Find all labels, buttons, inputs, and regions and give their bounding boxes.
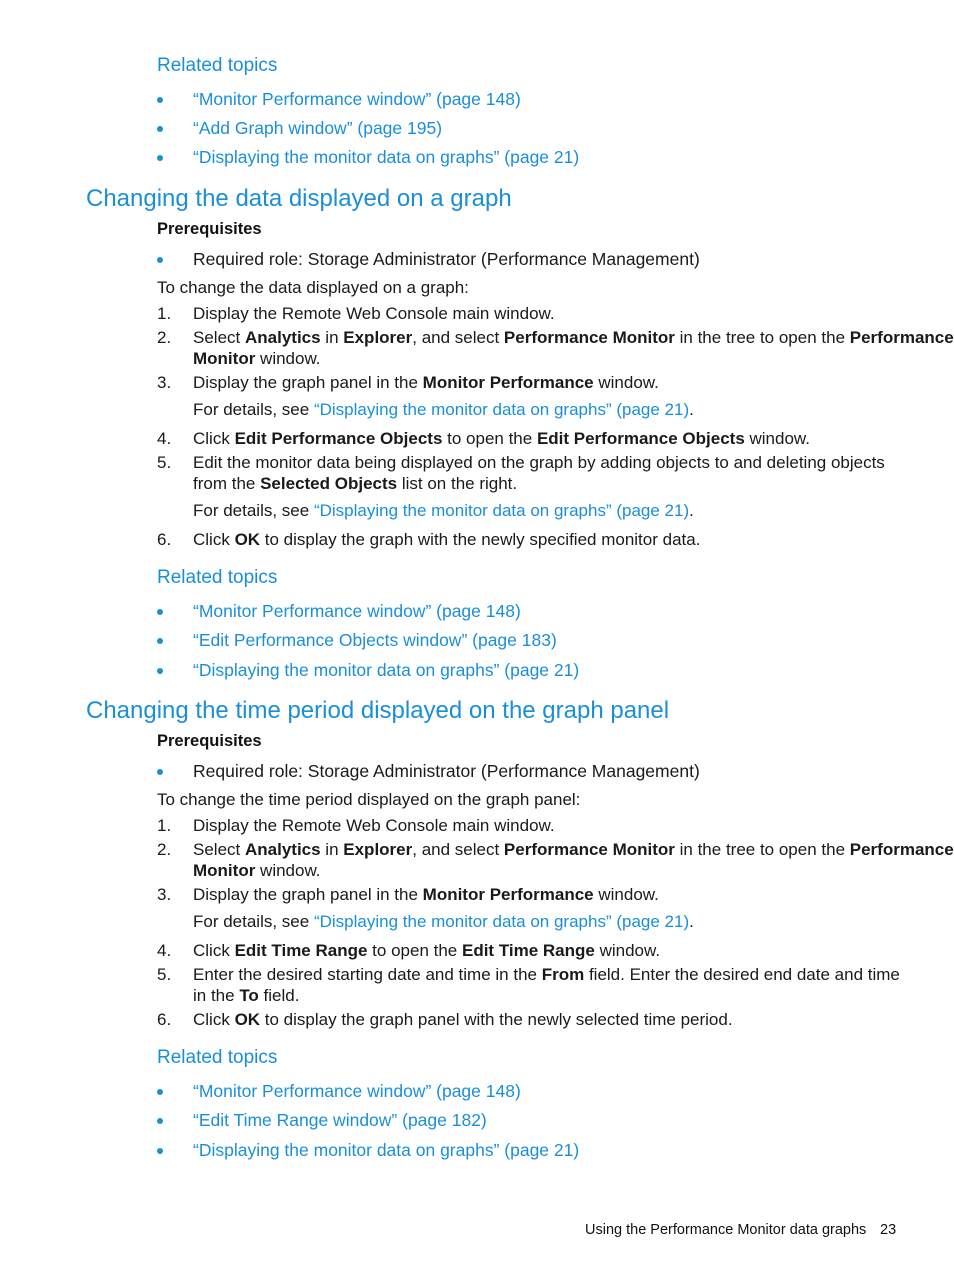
bullet-icon bbox=[157, 97, 163, 103]
step-text: Display the Remote Web Console main window. bbox=[193, 816, 555, 835]
step-number: 3. bbox=[157, 885, 172, 904]
step-text-continued: in the To field. bbox=[193, 986, 300, 1005]
step-number: 6. bbox=[157, 530, 172, 549]
bullet-icon bbox=[157, 668, 163, 674]
step-text: Display the graph panel in the Monitor Performance window. bbox=[193, 373, 659, 392]
bullet-icon bbox=[157, 1118, 163, 1124]
footer-title: Using the Performance Monitor data graphs bbox=[585, 1222, 867, 1238]
step-number: 5. bbox=[157, 453, 172, 472]
bullet-icon bbox=[157, 609, 163, 615]
step-text: Enter the desired starting date and time in the From field. Enter the desired end date and time bbox=[193, 965, 900, 984]
step-number: 1. bbox=[157, 816, 172, 835]
related-link[interactable]: “Displaying the monitor data on graphs” (page 21) bbox=[193, 1140, 580, 1160]
step-detail: For details, see “Displaying the monitor data on graphs” (page 21). bbox=[193, 400, 694, 419]
procedure-intro: To change the time period displayed on the graph panel: bbox=[157, 790, 581, 809]
bullet-icon bbox=[157, 155, 163, 161]
bullet-icon bbox=[157, 638, 163, 644]
page-number: 23 bbox=[880, 1222, 897, 1238]
cross-reference-link[interactable]: “Displaying the monitor data on graphs” (page 21) bbox=[313, 501, 690, 520]
required-role: Required role: Storage Administrator (Performance Management) bbox=[193, 249, 700, 269]
bullet-icon bbox=[157, 769, 163, 775]
prerequisites-label: Prerequisites bbox=[157, 732, 262, 750]
related-link[interactable]: “Add Graph window” (page 195) bbox=[193, 118, 443, 138]
related-link[interactable]: “Monitor Performance window” (page 148) bbox=[193, 89, 521, 109]
step-text: Select Analytics in Explorer, and select Performance Monitor in the tree to open the Performance bbox=[193, 328, 954, 347]
step-number: 4. bbox=[157, 941, 172, 960]
related-topics-heading: Related topics bbox=[157, 1047, 278, 1068]
related-link[interactable]: “Edit Performance Objects window” (page 183) bbox=[193, 630, 557, 650]
section-heading: Changing the data displayed on a graph bbox=[86, 185, 512, 212]
step-number: 3. bbox=[157, 373, 172, 392]
bullet-icon bbox=[157, 126, 163, 132]
bullet-icon bbox=[157, 257, 163, 263]
step-text-continued: from the Selected Objects list on the right. bbox=[193, 474, 518, 493]
step-text-continued: Monitor window. bbox=[193, 349, 321, 368]
step-text: Display the graph panel in the Monitor Performance window. bbox=[193, 885, 659, 904]
prerequisites-label: Prerequisites bbox=[157, 220, 262, 238]
step-number: 6. bbox=[157, 1010, 172, 1029]
step-text: Click OK to display the graph with the newly specified monitor data. bbox=[193, 530, 701, 549]
required-role: Required role: Storage Administrator (Performance Management) bbox=[193, 761, 700, 781]
related-link[interactable]: “Monitor Performance window” (page 148) bbox=[193, 601, 521, 621]
bullet-icon bbox=[157, 1148, 163, 1154]
step-detail: For details, see “Displaying the monitor data on graphs” (page 21). bbox=[193, 912, 694, 931]
step-text: Edit the monitor data being displayed on the graph by adding objects to and deleting objects bbox=[193, 453, 885, 472]
related-topics-heading: Related topics bbox=[157, 567, 278, 588]
related-link[interactable]: “Displaying the monitor data on graphs” (page 21) bbox=[193, 147, 580, 167]
step-text: Display the Remote Web Console main window. bbox=[193, 304, 555, 323]
cross-reference-link[interactable]: “Displaying the monitor data on graphs” (page 21) bbox=[313, 400, 690, 419]
step-number: 4. bbox=[157, 429, 172, 448]
cross-reference-link[interactable]: “Displaying the monitor data on graphs” (page 21) bbox=[313, 912, 690, 931]
related-link[interactable]: “Edit Time Range window” (page 182) bbox=[193, 1110, 487, 1130]
related-link[interactable]: “Displaying the monitor data on graphs” (page 21) bbox=[193, 660, 580, 680]
bullet-icon bbox=[157, 1089, 163, 1095]
section-heading: Changing the time period displayed on the graph panel bbox=[86, 697, 670, 724]
step-text: Click Edit Time Range to open the Edit Time Range window. bbox=[193, 941, 661, 960]
step-text: Click OK to display the graph panel with the newly selected time period. bbox=[193, 1010, 733, 1029]
related-link[interactable]: “Monitor Performance window” (page 148) bbox=[193, 1081, 521, 1101]
step-text-continued: Monitor window. bbox=[193, 861, 321, 880]
step-detail: For details, see “Displaying the monitor data on graphs” (page 21). bbox=[193, 501, 694, 520]
step-text: Select Analytics in Explorer, and select Performance Monitor in the tree to open the Performance bbox=[193, 840, 954, 859]
step-number: 2. bbox=[157, 328, 172, 347]
procedure-intro: To change the data displayed on a graph: bbox=[157, 278, 469, 297]
step-number: 5. bbox=[157, 965, 172, 984]
step-number: 1. bbox=[157, 304, 172, 323]
step-text: Click Edit Performance Objects to open the Edit Performance Objects window. bbox=[193, 429, 810, 448]
step-number: 2. bbox=[157, 840, 172, 859]
related-topics-heading: Related topics bbox=[157, 55, 278, 76]
